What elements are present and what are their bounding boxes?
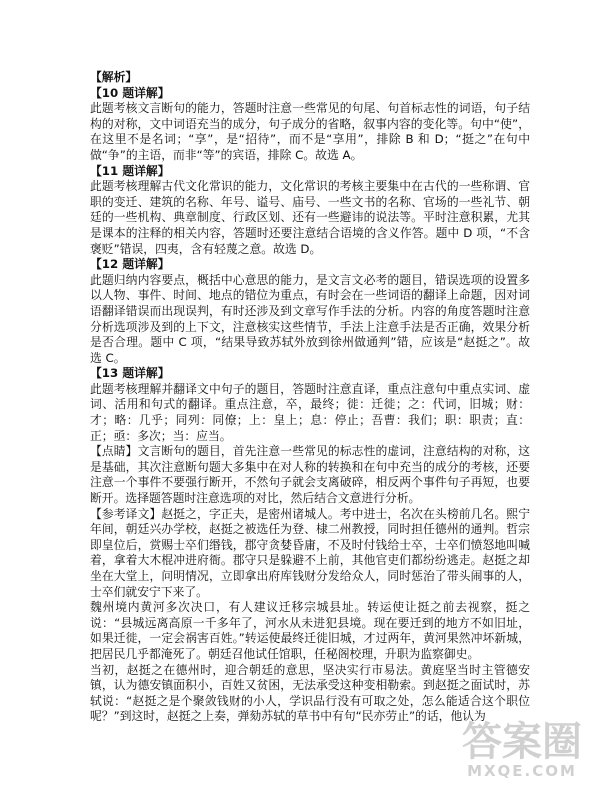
paragraph-q10: 此题考核文言断句的能力，答题时注意一些常见的句尾、句首标志性的词语，句子结构的对称，文中词语充当的成分，句子成分的省略，叙事内容的变化等。句中“使”，在这里不是名词；“享”，是“招待”，而不是“享用”，排除 B 和 D；“挺之”在句中做“争”的主语，而非“等”的宾语，排除 C。故选 A。 (90, 101, 530, 162)
watermark-url: MXQE.COM (467, 762, 577, 780)
paragraph-q13: 此题考核理解并翻译文中句子的题目，答题时注意直译，重点注意句中重点实词、虚词、活用和句式的翻译。重点注意，卒，最终；徙：迁徙；之：代词，旧城；财：才；略：几乎；同列：同僚；上：皇上；息：停止；吾曹：我们；职：职责；直：正；亟：多次；当：应当。 (90, 381, 530, 443)
paragraph-q11: 此题考核理解古代文化常识的能力，文化常识的考核主要集中在古代的一些称谓、官职的变迁、建筑的名称、年号、谥号、庙号、一些文书的名称、官场的一些礼节、朝廷的一些机构、典章制度、行政区划、还有一些避讳的说法等。平时注意积累，尤其是课本的注释的相关内容，答题时还要注意结合语境的含义作答。题中 D 项，“不含褒贬”错误，四夷，含有轻蔑之意。故选 D。 (90, 179, 530, 256)
paragraph-translation-1: 【参考译文】赵挺之，字正夫，是密州诸城人。考中进士，名次在头榜前几名。熙宁年间，朝廷兴办学校，赵挺之被选任为登、棣二州教授，同时担任德州的通判。哲宗即皇位后，赏赐士卒们缗钱，郡守贪婪昏庸，不及时付钱给士卒，士卒们愤怒地叫喊着，拿着大木棍冲进府衙。郡守只是躲避不上前，其他官吏们都纷纷逃走。赵挺之却坐在大堂上，问明情况，立即拿出府库钱财分发给众人，同时惩治了带头闹事的人，士卒们就安宁下来了。 (90, 506, 530, 599)
section-heading-q11: 【11 题详解】 (90, 163, 170, 178)
paragraph-translation-2: 魏州境内黄河多次决口，有人建议迁移宗城县址。转运使让挺之前去视察，挺之说：“县城远离高原一千多年了，河水从未进犯县境。现在要迁到的地方不如旧址，如果迁徙，一定会祸害百姓。”转运使最终迁徙旧城，才过两年，黄河果然冲坏新城，把居民几乎都淹死了。朝廷召他试任馆职，任秘阁校理，升职为监察御史。 (90, 600, 530, 661)
section-heading-q13: 【13 题详解】 (90, 366, 170, 381)
paragraph-q12: 此题归纳内容要点，概括中心意思的能力，是文言文必考的题目，错误选项的设置多以人物、事件、时间、地点的错位为重点，有时会在一些词语的翻译上命题，因对词语翻译错误而出现误判，有时还涉及到文章写作手法的分析。内容的角度答题时注意分析选项涉及到的上下文，注意核实这些情节，手法上注意手法是否正确，效果分析是否合理。题中 C 项，“结果导致苏轼外放到徐州做通判”错，应该是“赵挺之”。故选 C。 (90, 272, 530, 365)
document-body (90, 70, 530, 725)
paragraph-key-point: 【点睛】文言断句的题目，首先注意一些常见的标志性的虚词，注意结构的对称，这是基础，其次注意断句题大多集中在对人称的转换和在句中充当的成分的考核，还要注意一个事件不要强行断开，不然句子就会支离破碎，相反两个事件句子再短，也要断开。选择题答题时注意选项的对比，然后结合文意进行分析。 (90, 444, 530, 506)
section-heading-analysis: 【解析】 (90, 70, 138, 84)
section-heading-q12: 【12 题详解】 (90, 257, 170, 272)
watermark-logo (462, 719, 582, 780)
section-heading-q10: 【10 题详解】 (90, 85, 170, 100)
paragraph-translation-3: 当初，赵挺之在德州时，迎合朝廷的意思，坚决实行市易法。黄庭坚当时主管德安镇，认为德安镇面积小，百姓又贫困，无法承受这种变相勒索。到赵挺之面试时，苏轼说：“赵挺之是个聚敛钱财的小人，学识品行没有可取之处，怎么能适合这个职位呢？”到这时，赵挺之上奏，弹劾苏轼的草书中有句“民亦劳止”的话，他认为 (90, 662, 530, 724)
watermark-text: 答案圈 (462, 719, 582, 765)
